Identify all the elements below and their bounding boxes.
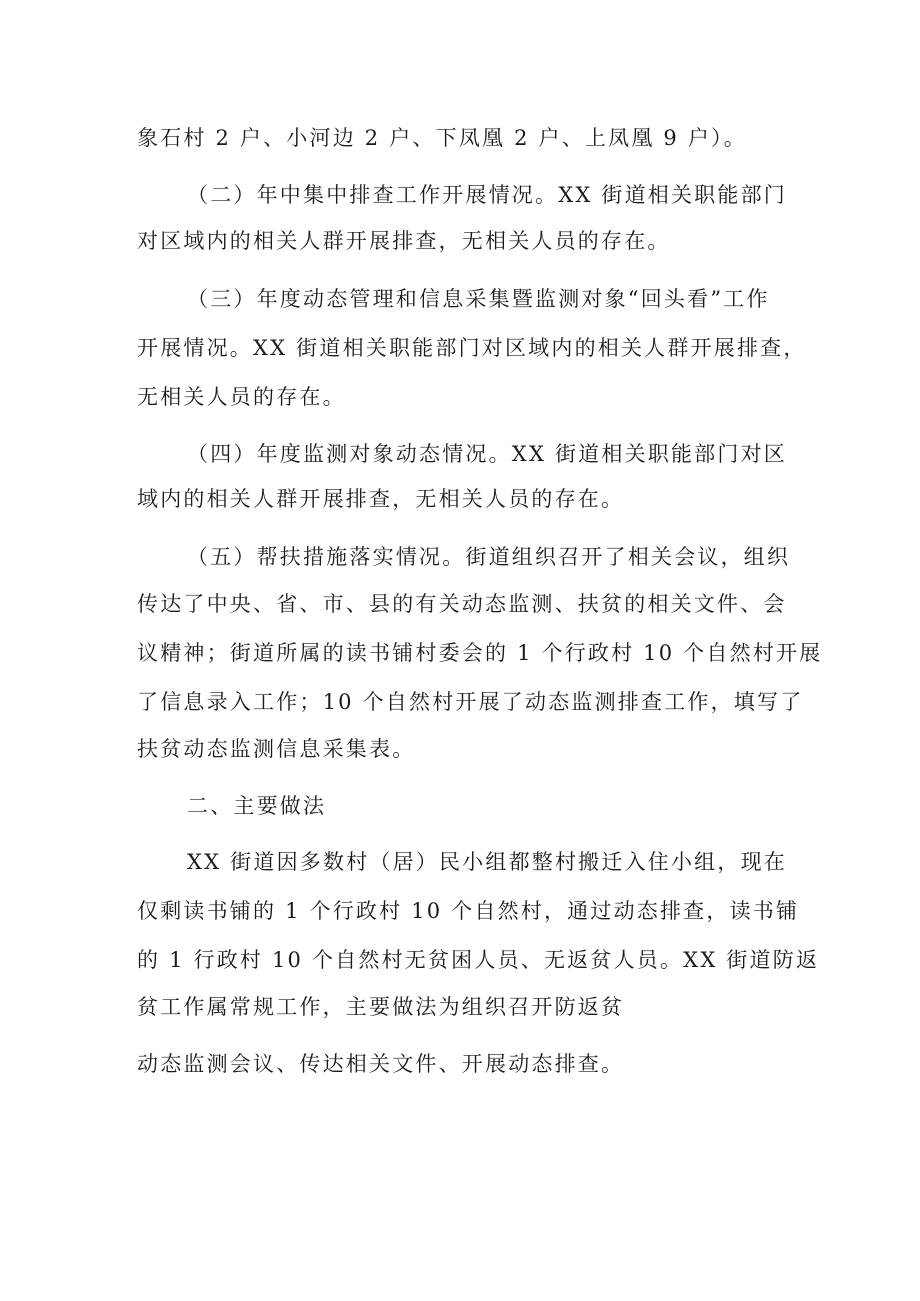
paragraph-heading-3: （三）年度动态管理和信息采集暨监测对象“回头看”工作 <box>187 287 770 311</box>
text-line: 传达了中央、省、市、县的有关动态监测、扶贫的相关文件、会 <box>137 592 787 616</box>
text-line: 仅剩读书铺的 1 个行政村 10 个自然村，通过动态排查，读书铺 <box>137 899 800 923</box>
text-line: 开展情况。XX 街道相关职能部门对区域内的相关人群开展排查， <box>137 336 807 360</box>
text-line: 动态监测会议、传达相关文件、开展动态排查。 <box>137 1052 625 1076</box>
text-line: 贫工作属常规工作，主要做法为组织召开防返贫 <box>137 995 625 1019</box>
text-line: 的 1 行政村 10 个自然村无贫困人员、无返贫人员。XX 街道防返 <box>137 948 820 972</box>
text-line: 了信息录入工作；10 个自然村开展了动态监测排查工作，填写了 <box>137 690 804 714</box>
paragraph-heading-2: （二）年中集中排查工作开展情况。XX 街道相关职能部门 <box>187 183 787 207</box>
text-line: 对区域内的相关人群开展排查，无相关人员的存在。 <box>137 229 671 253</box>
text-line: 议精神；街道所属的读书铺村委会的 1 个行政村 10 个自然村开展 <box>137 641 823 665</box>
text-line: 象石村 2 户、小河边 2 户、下凤凰 2 户、上凤凰 9 户）。 <box>137 126 747 150</box>
text-line: 无相关人员的存在。 <box>137 385 346 409</box>
text-line: 域内的相关人群开展排查，无相关人员的存在。 <box>137 487 625 511</box>
text-line: 扶贫动态监测信息采集表。 <box>137 737 416 761</box>
paragraph-heading-4: （四）年度监测对象动态情况。XX 街道相关职能部门对区 <box>187 442 787 466</box>
paragraph-heading-5: （五）帮扶措施落实情况。街道组织召开了相关会议，组织 <box>187 545 791 569</box>
section-heading: 二、主要做法 <box>187 794 327 818</box>
text-line: XX 街道因多数村（居）民小组都整村搬迁入住小组，现在 <box>187 850 787 874</box>
